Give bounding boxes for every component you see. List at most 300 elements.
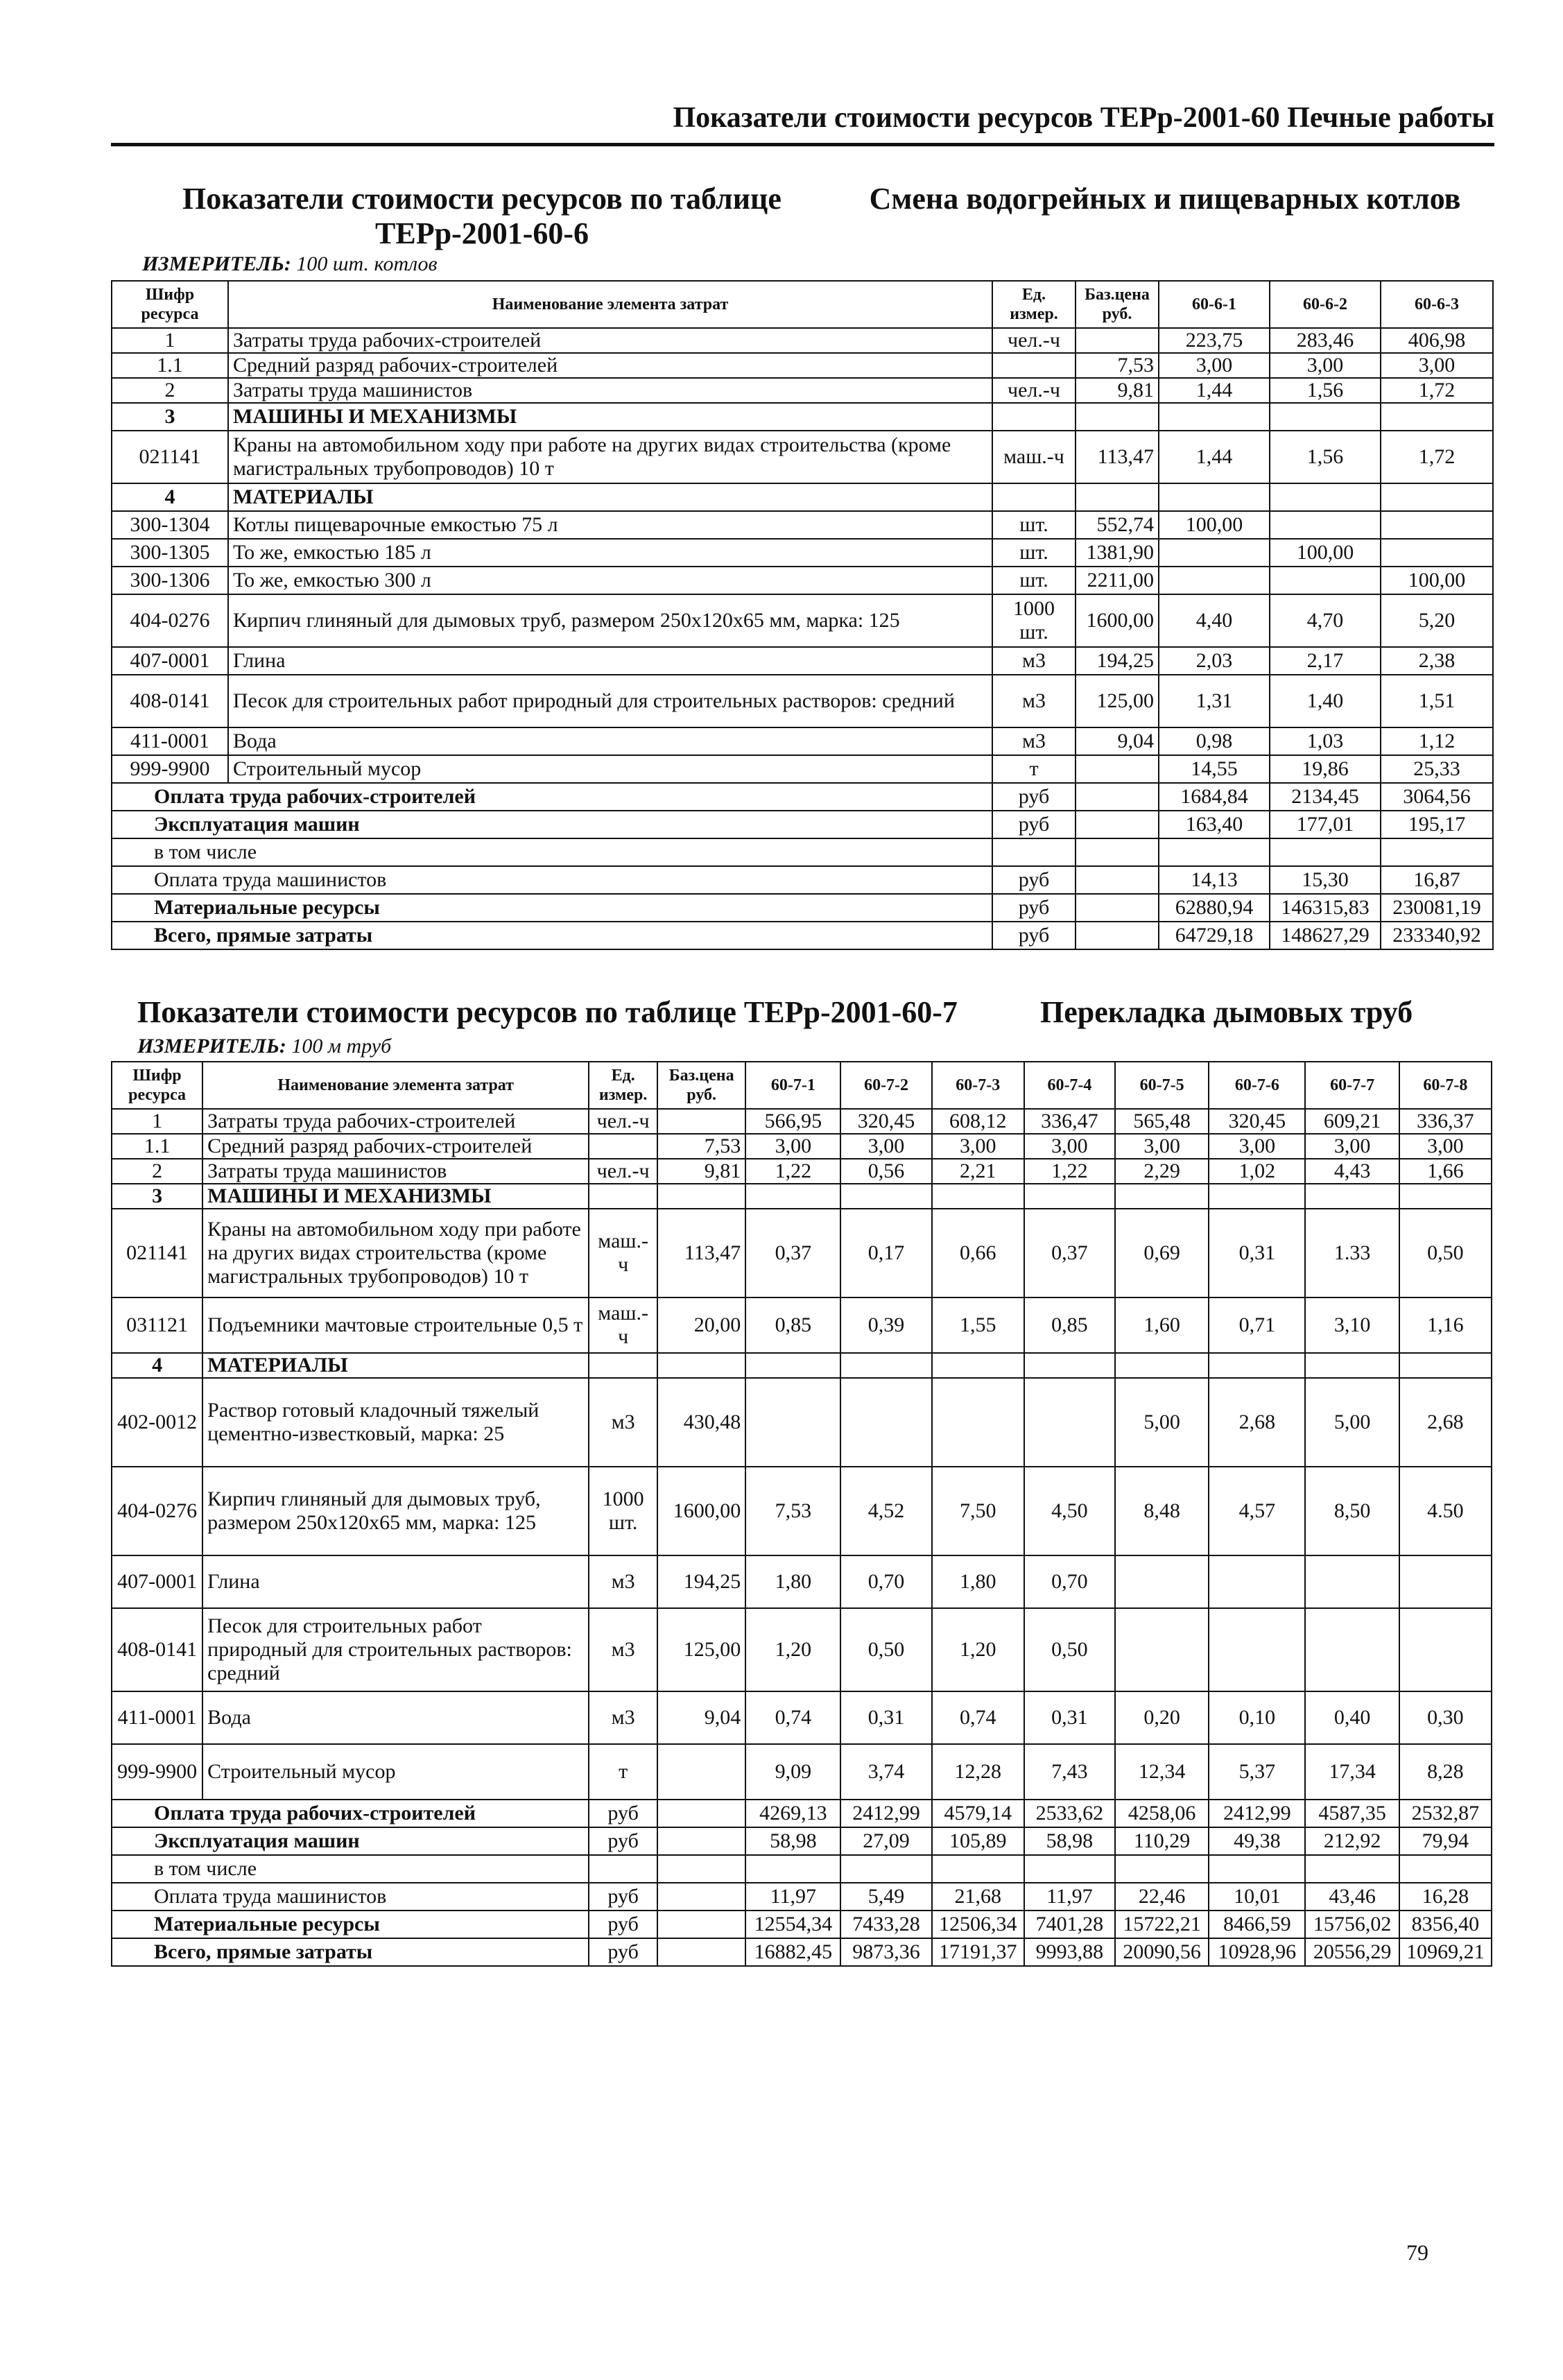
total-value: 105,89	[932, 1827, 1024, 1855]
unit: м3	[992, 647, 1076, 675]
total-label: Оплата труда рабочих-строителей	[112, 783, 992, 811]
total-value	[1024, 1855, 1115, 1883]
total-unit: руб	[589, 1938, 657, 1966]
resource-name: Котлы пищеварочные емкостью 75 л	[228, 511, 992, 539]
unit: м3	[589, 1691, 657, 1744]
resource-code: 4	[112, 1353, 202, 1378]
t2-col-header: 60-7-6	[1209, 1062, 1305, 1109]
value-cell: 1,80	[745, 1555, 840, 1608]
total-value: 9993,88	[1024, 1938, 1115, 1966]
total-unit: руб	[992, 811, 1076, 838]
value-cell: 12,28	[932, 1744, 1024, 1800]
total-label: в том числе	[112, 838, 992, 866]
total-value: 43,46	[1305, 1883, 1399, 1911]
value-cell	[1270, 567, 1381, 594]
t2-col-header: Шифр ресурса	[112, 1062, 202, 1109]
total-value: 148627,29	[1270, 922, 1381, 949]
total-value: 110,29	[1115, 1827, 1209, 1855]
value-cell: 1,40	[1270, 675, 1381, 727]
value-cell: 2,68	[1399, 1378, 1492, 1467]
t2-subtitle: Перекладка дымовых труб	[1040, 995, 1413, 1029]
total-value: 49,38	[1209, 1827, 1305, 1855]
base-price: 113,47	[657, 1209, 745, 1297]
resource-code: 4	[112, 483, 228, 511]
resource-name: Песок для строительных работ природный для строительных растворов: средний	[202, 1608, 589, 1691]
total-value: 1684,84	[1159, 783, 1270, 811]
t2-total-row	[112, 1883, 1492, 1911]
value-cell: 8,50	[1305, 1467, 1399, 1555]
total-price	[657, 1883, 745, 1911]
total-price	[657, 1938, 745, 1966]
total-label: Материальные ресурсы	[112, 894, 992, 922]
total-price	[657, 1800, 745, 1827]
total-value: 12554,34	[745, 1911, 840, 1938]
value-cell: 0,56	[840, 1159, 931, 1184]
value-cell: 0,50	[1024, 1608, 1115, 1691]
t1-total-row	[112, 922, 1493, 949]
value-cell: 1,56	[1270, 431, 1381, 483]
unit: т	[992, 755, 1076, 783]
total-value: 233340,92	[1381, 922, 1493, 949]
value-cell: 0,10	[1209, 1691, 1305, 1744]
t2-col-header: 60-7-4	[1024, 1062, 1115, 1109]
value-cell: 3,00	[1305, 1134, 1399, 1159]
total-value: 9873,36	[840, 1938, 931, 1966]
resource-name: Раствор готовый кладочный тяжелый цементно-известковый, марка: 25	[202, 1378, 589, 1467]
resource-name: Краны на автомобильном ходу при работе на других видах строительства (кроме магистральных трубопроводов) 10 т	[228, 431, 992, 483]
t2-col-header: 60-7-7	[1305, 1062, 1399, 1109]
resource-code: 407-0001	[112, 1555, 202, 1608]
total-value: 11,97	[745, 1883, 840, 1911]
value-cell: 223,75	[1159, 328, 1270, 353]
total-value: 230081,19	[1381, 894, 1493, 922]
total-label: Оплата труда машинистов	[112, 866, 992, 894]
resource-code: 407-0001	[112, 647, 228, 675]
t2-table	[111, 1061, 1492, 1967]
unit: м3	[589, 1608, 657, 1691]
total-price	[657, 1911, 745, 1938]
resource-name: Затраты труда машинистов	[228, 378, 992, 403]
t1-row	[112, 594, 1493, 647]
value-cell	[1270, 511, 1381, 539]
total-value: 8466,59	[1209, 1911, 1305, 1938]
value-cell: 4,52	[840, 1467, 931, 1555]
value-cell: 4,43	[1305, 1159, 1399, 1184]
total-unit	[589, 1855, 657, 1883]
unit	[589, 1184, 657, 1209]
value-cell: 4,50	[1024, 1467, 1115, 1555]
unit: маш.-ч	[589, 1297, 657, 1353]
resource-name: То же, емкостью 185 л	[228, 539, 992, 567]
value-cell: 1,55	[932, 1297, 1024, 1353]
t1-row	[112, 353, 1493, 378]
base-price: 9,04	[657, 1691, 745, 1744]
value-cell	[1381, 511, 1493, 539]
value-cell: 7,43	[1024, 1744, 1115, 1800]
value-cell: 320,45	[840, 1109, 931, 1134]
total-unit	[992, 838, 1076, 866]
total-label: Эксплуатация машин	[112, 1827, 589, 1855]
total-value: 79,94	[1399, 1827, 1492, 1855]
value-cell	[1305, 1555, 1399, 1608]
value-cell: 3,00	[1159, 353, 1270, 378]
base-price	[657, 1109, 745, 1134]
resource-name: Кирпич глиняный для дымовых труб, размером 250х120х65 мм, марка: 125	[228, 594, 992, 647]
t2-row	[112, 1134, 1492, 1159]
value-cell	[1115, 1184, 1209, 1209]
value-cell: 3,00	[1381, 353, 1493, 378]
resource-code: 300-1306	[112, 567, 228, 594]
total-value: 16,28	[1399, 1883, 1492, 1911]
resource-code: 3	[112, 1184, 202, 1209]
base-price	[1076, 755, 1159, 783]
resource-code: 021141	[112, 431, 228, 483]
t1-row	[112, 567, 1493, 594]
value-cell	[1305, 1184, 1399, 1209]
value-cell: 4,57	[1209, 1467, 1305, 1555]
base-price: 1600,00	[657, 1467, 745, 1555]
resource-name: МАТЕРИАЛЫ	[202, 1353, 589, 1378]
base-price: 20,00	[657, 1297, 745, 1353]
t1-meter-value: 100 шт. котлов	[296, 252, 438, 275]
value-cell: 4.50	[1399, 1467, 1492, 1555]
value-cell: 320,45	[1209, 1109, 1305, 1134]
unit: 1000 шт.	[992, 594, 1076, 647]
total-label: Эксплуатация машин	[112, 811, 992, 838]
value-cell	[745, 1378, 840, 1467]
resource-name: Затраты труда рабочих-строителей	[202, 1109, 589, 1134]
t1-total-row	[112, 838, 1493, 866]
value-cell	[1381, 539, 1493, 567]
value-cell	[1399, 1555, 1492, 1608]
t2-total-row	[112, 1938, 1492, 1966]
t2-col-header: 60-7-1	[745, 1062, 840, 1109]
value-cell: 0,37	[1024, 1209, 1115, 1297]
total-value: 22,46	[1115, 1883, 1209, 1911]
resource-code: 999-9900	[112, 1744, 202, 1800]
total-value: 4579,14	[932, 1800, 1024, 1827]
value-cell	[1024, 1378, 1115, 1467]
t1-row	[112, 647, 1493, 675]
total-value: 195,17	[1381, 811, 1493, 838]
total-price	[1076, 838, 1159, 866]
value-cell	[1115, 1555, 1209, 1608]
t2-col-header: 60-7-5	[1115, 1062, 1209, 1109]
base-price: 194,25	[1076, 647, 1159, 675]
t2-col-header: 60-7-2	[840, 1062, 931, 1109]
value-cell: 3,00	[1209, 1134, 1305, 1159]
total-label: Всего, прямые затраты	[112, 922, 992, 949]
t2-row	[112, 1159, 1492, 1184]
value-cell: 1,44	[1159, 378, 1270, 403]
total-value	[840, 1855, 931, 1883]
t2-row	[112, 1744, 1492, 1800]
base-price: 9,04	[1076, 727, 1159, 755]
value-cell	[840, 1184, 931, 1209]
total-value: 4269,13	[745, 1800, 840, 1827]
base-price	[1076, 328, 1159, 353]
total-value: 2532,87	[1399, 1800, 1492, 1827]
value-cell: 3,00	[840, 1134, 931, 1159]
total-price	[1076, 811, 1159, 838]
value-cell: 1,12	[1381, 727, 1493, 755]
total-price	[1076, 866, 1159, 894]
base-price: 125,00	[1076, 675, 1159, 727]
value-cell: 4,70	[1270, 594, 1381, 647]
total-value: 15,30	[1270, 866, 1381, 894]
value-cell: 3,00	[1115, 1134, 1209, 1159]
t2-col-header: 60-7-8	[1399, 1062, 1492, 1109]
total-value: 4587,35	[1305, 1800, 1399, 1827]
resource-code: 1	[112, 1109, 202, 1134]
value-cell	[932, 1353, 1024, 1378]
value-cell: 0,71	[1209, 1297, 1305, 1353]
value-cell	[932, 1378, 1024, 1467]
value-cell	[840, 1353, 931, 1378]
base-price: 7,53	[1076, 353, 1159, 378]
value-cell: 3,74	[840, 1744, 931, 1800]
value-cell: 3,00	[1024, 1134, 1115, 1159]
value-cell: 1,51	[1381, 675, 1493, 727]
total-value: 146315,83	[1270, 894, 1381, 922]
value-cell	[1399, 1184, 1492, 1209]
resource-code: 402-0012	[112, 1378, 202, 1467]
total-value: 21,68	[932, 1883, 1024, 1911]
value-cell: 12,34	[1115, 1744, 1209, 1800]
value-cell: 5,00	[1115, 1378, 1209, 1467]
value-cell	[1115, 1608, 1209, 1691]
resource-code: 1.1	[112, 1134, 202, 1159]
value-cell: 25,33	[1381, 755, 1493, 783]
total-value: 58,98	[745, 1827, 840, 1855]
value-cell: 0,74	[932, 1691, 1024, 1744]
total-value: 12506,34	[932, 1911, 1024, 1938]
base-price	[657, 1353, 745, 1378]
value-cell	[1159, 403, 1270, 431]
resource-name: Вода	[202, 1691, 589, 1744]
total-value: 2134,45	[1270, 783, 1381, 811]
value-cell: 4,40	[1159, 594, 1270, 647]
resource-name: Глина	[228, 647, 992, 675]
total-price	[1076, 783, 1159, 811]
value-cell: 1,02	[1209, 1159, 1305, 1184]
value-cell: 5,20	[1381, 594, 1493, 647]
resource-name: Глина	[202, 1555, 589, 1608]
t2-total-row	[112, 1911, 1492, 1938]
page-header-title: Показатели стоимости ресурсов ТЕРр-2001-60 Печные работы	[673, 102, 1494, 134]
t1-total-row	[112, 894, 1493, 922]
value-cell: 5,37	[1209, 1744, 1305, 1800]
t1-row	[112, 378, 1493, 403]
t2-total-row	[112, 1855, 1492, 1883]
value-cell: 8,48	[1115, 1467, 1209, 1555]
resource-name: Кирпич глиняный для дымовых труб, размером 250х120х65 мм, марка: 125	[202, 1467, 589, 1555]
base-price: 113,47	[1076, 431, 1159, 483]
unit: м3	[589, 1378, 657, 1467]
value-cell	[1209, 1555, 1305, 1608]
total-value: 16882,45	[745, 1938, 840, 1966]
total-value: 2533,62	[1024, 1800, 1115, 1827]
resource-code: 300-1305	[112, 539, 228, 567]
base-price: 1600,00	[1076, 594, 1159, 647]
resource-code: 411-0001	[112, 1691, 202, 1744]
unit	[589, 1353, 657, 1378]
t2-title: Показатели стоимости ресурсов по таблице ТЕРр-2001-60-7	[137, 995, 958, 1029]
total-price	[657, 1827, 745, 1855]
t1-row	[112, 755, 1493, 783]
total-unit: руб	[992, 866, 1076, 894]
base-price: 430,48	[657, 1378, 745, 1467]
t2-col-header: Наименование элемента затрат	[202, 1062, 589, 1109]
value-cell: 0,50	[1399, 1209, 1492, 1297]
unit	[992, 403, 1076, 431]
value-cell: 406,98	[1381, 328, 1493, 353]
value-cell	[1209, 1608, 1305, 1691]
total-price	[1076, 922, 1159, 949]
value-cell: 336,37	[1399, 1109, 1492, 1134]
total-value: 177,01	[1270, 811, 1381, 838]
resource-code: 408-0141	[112, 675, 228, 727]
value-cell: 608,12	[932, 1109, 1024, 1134]
value-cell: 3,00	[932, 1134, 1024, 1159]
base-price: 552,74	[1076, 511, 1159, 539]
value-cell: 0,20	[1115, 1691, 1209, 1744]
value-cell	[745, 1184, 840, 1209]
unit: маш.-ч	[589, 1209, 657, 1297]
value-cell: 0,74	[745, 1691, 840, 1744]
t1-row	[112, 328, 1493, 353]
unit: шт.	[992, 511, 1076, 539]
value-cell: 2,38	[1381, 647, 1493, 675]
value-cell: 0,40	[1305, 1691, 1399, 1744]
value-cell: 1,22	[1024, 1159, 1115, 1184]
value-cell: 565,48	[1115, 1109, 1209, 1134]
resource-name: Строительный мусор	[228, 755, 992, 783]
value-cell: 1,80	[932, 1555, 1024, 1608]
total-unit: руб	[992, 922, 1076, 949]
t1-meter	[142, 252, 438, 276]
value-cell	[1024, 1353, 1115, 1378]
value-cell	[1270, 403, 1381, 431]
value-cell: 1,20	[932, 1608, 1024, 1691]
total-value: 14,13	[1159, 866, 1270, 894]
value-cell: 1,22	[745, 1159, 840, 1184]
t1-col-header: Наименование элемента затрат	[228, 281, 992, 328]
unit: чел.-ч	[992, 328, 1076, 353]
total-value	[1305, 1855, 1399, 1883]
total-value: 27,09	[840, 1827, 931, 1855]
resource-name: То же, емкостью 300 л	[228, 567, 992, 594]
total-price	[1076, 894, 1159, 922]
t2-meter	[137, 1035, 391, 1058]
t1-col-header: 60-6-2	[1270, 281, 1381, 328]
value-cell: 1,31	[1159, 675, 1270, 727]
value-cell	[1399, 1608, 1492, 1691]
t1-col-header: Шифр ресурса	[112, 281, 228, 328]
value-cell: 1,72	[1381, 378, 1493, 403]
t1-title	[142, 182, 822, 251]
unit: чел.-ч	[589, 1109, 657, 1134]
t1-col-header: 60-6-3	[1381, 281, 1493, 328]
total-value	[1115, 1855, 1209, 1883]
value-cell: 7,53	[745, 1467, 840, 1555]
t2-total-row	[112, 1827, 1492, 1855]
resource-code: 1.1	[112, 353, 228, 378]
base-price	[1076, 403, 1159, 431]
t2-row	[112, 1109, 1492, 1134]
unit	[589, 1134, 657, 1159]
value-cell: 100,00	[1381, 567, 1493, 594]
t2-col-header: 60-7-3	[932, 1062, 1024, 1109]
total-value: 5,49	[840, 1883, 931, 1911]
total-value: 2412,99	[840, 1800, 931, 1827]
resource-name: Затраты труда рабочих-строителей	[228, 328, 992, 353]
value-cell: 3,00	[1270, 353, 1381, 378]
value-cell: 0,30	[1399, 1691, 1492, 1744]
value-cell: 0,85	[745, 1297, 840, 1353]
t1-total-row	[112, 811, 1493, 838]
resource-code: 411-0001	[112, 727, 228, 755]
resource-code: 999-9900	[112, 755, 228, 783]
value-cell: 609,21	[1305, 1109, 1399, 1134]
resource-code: 408-0141	[112, 1608, 202, 1691]
base-price: 1381,90	[1076, 539, 1159, 567]
total-value	[1270, 838, 1381, 866]
value-cell: 0,66	[932, 1209, 1024, 1297]
unit: т	[589, 1744, 657, 1800]
t1-col-header: Ед. измер.	[992, 281, 1076, 328]
value-cell	[1381, 403, 1493, 431]
t1-title-line1: Показатели стоимости ресурсов по таблице	[182, 182, 782, 216]
t2-total-row	[112, 1800, 1492, 1827]
value-cell	[1159, 539, 1270, 567]
t1-col-header: 60-6-1	[1159, 281, 1270, 328]
value-cell: 0,98	[1159, 727, 1270, 755]
total-value: 4258,06	[1115, 1800, 1209, 1827]
t2-col-header: Ед. измер.	[589, 1062, 657, 1109]
value-cell: 1,44	[1159, 431, 1270, 483]
resource-name: Средний разряд рабочих-строителей	[228, 353, 992, 378]
t1-row	[112, 539, 1493, 567]
value-cell: 1,72	[1381, 431, 1493, 483]
value-cell: 2,68	[1209, 1378, 1305, 1467]
t1-row	[112, 403, 1493, 431]
t2-col-header: Баз.цена руб.	[657, 1062, 745, 1109]
value-cell: 0,50	[840, 1608, 931, 1691]
total-value	[745, 1855, 840, 1883]
resource-name: Средний разряд рабочих-строителей	[202, 1134, 589, 1159]
value-cell	[1209, 1184, 1305, 1209]
value-cell: 100,00	[1270, 539, 1381, 567]
t2-row	[112, 1353, 1492, 1378]
total-value	[932, 1855, 1024, 1883]
total-value: 7401,28	[1024, 1911, 1115, 1938]
page-number: 79	[1406, 2240, 1428, 2265]
value-cell: 17,34	[1305, 1744, 1399, 1800]
total-value: 10969,21	[1399, 1938, 1492, 1966]
total-unit: руб	[992, 894, 1076, 922]
t2-row	[112, 1555, 1492, 1608]
t2-meter-label: ИЗМЕРИТЕЛЬ:	[137, 1035, 286, 1058]
total-label: Материальные ресурсы	[112, 1911, 589, 1938]
total-label: Оплата труда машинистов	[112, 1883, 589, 1911]
t1-row	[112, 675, 1493, 727]
t1-meter-label: ИЗМЕРИТЕЛЬ:	[142, 252, 291, 275]
total-label: Всего, прямые затраты	[112, 1938, 589, 1966]
value-cell: 5,00	[1305, 1378, 1399, 1467]
value-cell: 8,28	[1399, 1744, 1492, 1800]
unit	[992, 353, 1076, 378]
